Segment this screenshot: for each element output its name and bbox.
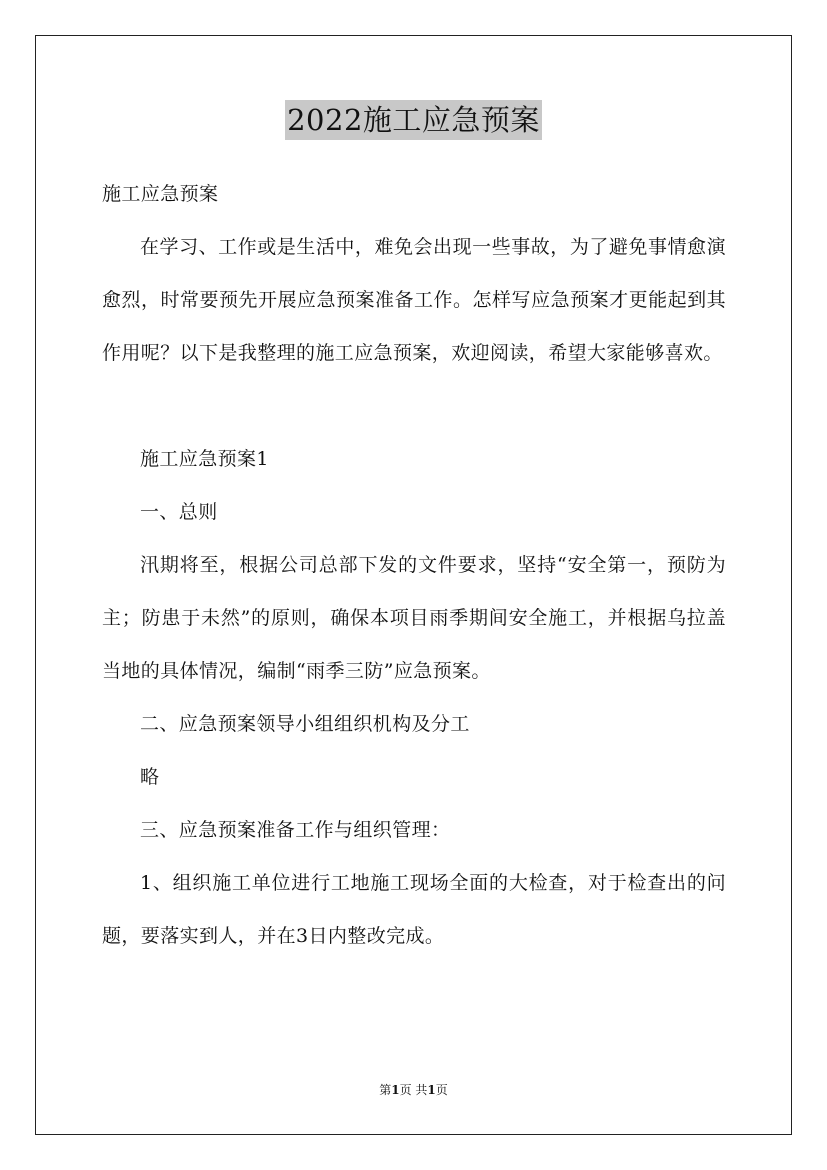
title-container xyxy=(0,100,827,140)
footer-suffix: 页 xyxy=(435,1083,448,1097)
org-paragraph: 略 xyxy=(140,766,160,788)
section-title: 施工应急预案1 xyxy=(140,448,269,470)
document-title: 2022施工应急预案 xyxy=(285,100,542,140)
prep-heading: 三、应急预案准备工作与组织管理： xyxy=(140,819,451,841)
prep-item-1: 1、组织施工单位进行工地施工现场全面的大检查，对于检查出的问题，要落实到人，并在3日内整改完成。 xyxy=(102,872,726,947)
footer-mid: 页 共 xyxy=(399,1083,428,1097)
page-footer xyxy=(0,1082,827,1098)
paragraph-gap xyxy=(102,380,726,433)
intro-paragraph: 在学习、工作或是生活中，难免会出现一些事故，为了避免事情愈演愈烈，时常要预先开展应急预案准备工作。怎样写应急预案才更能起到其作用呢？以下是我整理的施工应急预案，欢迎阅读，希望大家能够喜欢。 xyxy=(102,236,726,364)
document-subtitle: 施工应急预案 xyxy=(102,183,219,205)
general-paragraph: 汛期将至，根据公司总部下发的文件要求，坚持“安全第一，预防为主；防患于未然”的原则，确保本项目雨季期间安全施工，并根据乌拉盖当地的具体情况，编制“雨季三防”应急预案。 xyxy=(102,554,726,682)
footer-prefix: 第 xyxy=(379,1083,392,1097)
footer-total-pages: 1 xyxy=(427,1083,436,1097)
general-heading: 一、总则 xyxy=(140,501,218,523)
document-body xyxy=(102,168,726,963)
org-heading: 二、应急预案领导小组组织机构及分工 xyxy=(140,713,470,735)
footer-current-page: 1 xyxy=(391,1083,400,1097)
